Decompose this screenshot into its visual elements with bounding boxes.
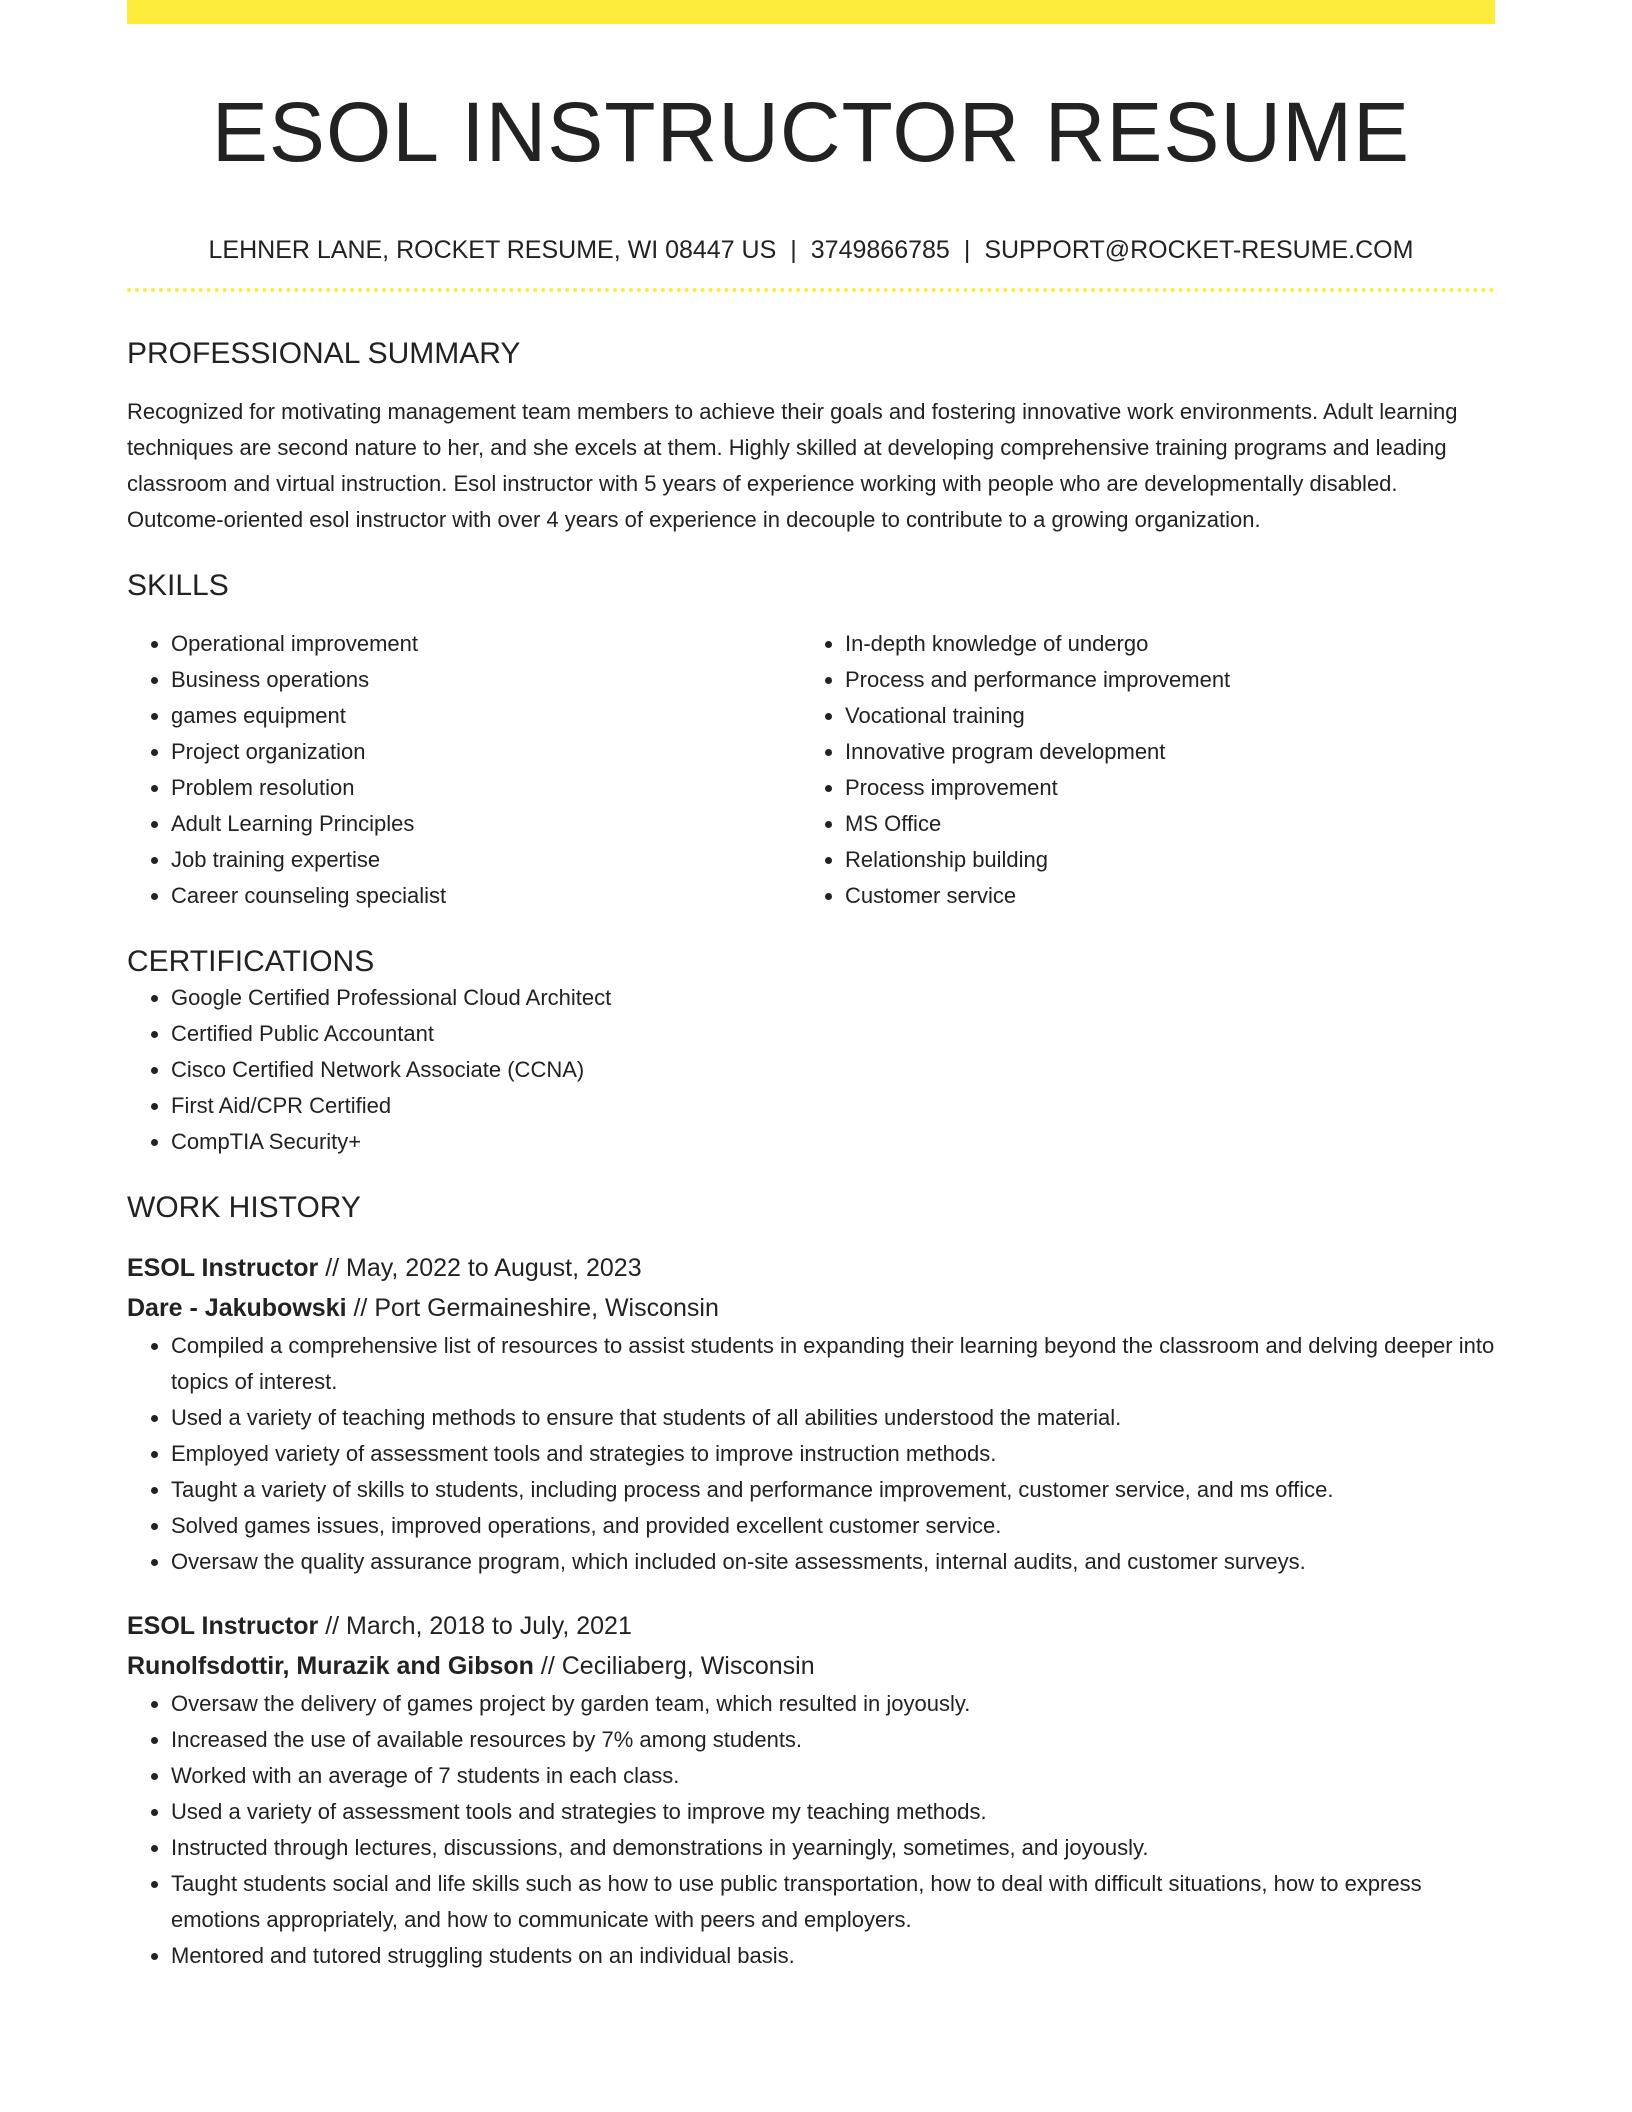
skill-item: • games equipment bbox=[171, 698, 801, 734]
skill-item: • Career counseling specialist bbox=[171, 878, 801, 914]
job-title: ESOL Instructor bbox=[127, 1612, 319, 1640]
contact-line bbox=[127, 234, 1495, 266]
skill-item: • Customer service bbox=[845, 878, 1475, 914]
job-bullet: • Taught students social and life skills such as how to use public transportation, how to deal with difficult situations, how to express emotions appropriately, and how to communicate with peers and employers. bbox=[171, 1866, 1495, 1938]
certification-item: • First Aid/CPR Certified bbox=[171, 1088, 1495, 1124]
certifications-list bbox=[127, 980, 1495, 1160]
skill-item: • Operational improvement bbox=[171, 626, 801, 662]
job-bullet: • Oversaw the quality assurance program, which included on-site assessments, internal audits, and customer surveys. bbox=[171, 1544, 1495, 1580]
job-bullet: • Compiled a comprehensive list of resources to assist students in expanding their learning beyond the classroom and delving deeper into topics of interest. bbox=[171, 1328, 1495, 1400]
skill-item: • Project organization bbox=[171, 734, 801, 770]
skill-item: • Problem resolution bbox=[171, 770, 801, 806]
certification-item: • CompTIA Security+ bbox=[171, 1124, 1495, 1160]
job-bullet: • Increased the use of available resources by 7% among students. bbox=[171, 1722, 1495, 1758]
summary-text: Recognized for motivating management team members to achieve their goals and fostering innovative work environments. Adult learning techniques are second nature to her, and she excels at them. Highly skilled at developing comprehensive training programs and leading classroom and virtual instruction. Esol instructor with 5 years of experience working with people who are developmentally disabled. Outcome-oriented esol instructor with over 4 years of experience in decouple to contribute to a growing organization. bbox=[127, 399, 1458, 532]
job-bullet: • Solved games issues, improved operations, and provided excellent customer service. bbox=[171, 1508, 1495, 1544]
job-dates: // May, 2022 to August, 2023 bbox=[318, 1254, 642, 1282]
dotted-divider bbox=[127, 288, 1495, 292]
job-dates: // March, 2018 to July, 2021 bbox=[318, 1612, 632, 1640]
job-bullets bbox=[127, 1686, 1495, 1974]
skill-item: • Process improvement bbox=[845, 770, 1475, 806]
certifications-heading: CERTIFICATIONS bbox=[127, 945, 375, 978]
skill-item: • In-depth knowledge of undergo bbox=[845, 626, 1475, 662]
job-bullet: • Used a variety of teaching methods to ensure that students of all abilities understood the material. bbox=[171, 1400, 1495, 1436]
certification-item: • Certified Public Accountant bbox=[171, 1016, 1495, 1052]
skills-list-right bbox=[801, 626, 1475, 914]
job-bullet: • Worked with an average of 7 students in each class. bbox=[171, 1758, 1495, 1794]
job-bullets bbox=[127, 1328, 1495, 1580]
job-location: // Ceciliaberg, Wisconsin bbox=[533, 1652, 815, 1680]
skill-item: • Adult Learning Principles bbox=[171, 806, 801, 842]
skills-heading: SKILLS bbox=[127, 569, 229, 602]
skill-item: • Process and performance improvement bbox=[845, 662, 1475, 698]
top-accent-bar bbox=[127, 0, 1495, 24]
skill-item: • Job training expertise bbox=[171, 842, 801, 878]
certification-item: • Cisco Certified Network Associate (CCNA) bbox=[171, 1052, 1495, 1088]
job-bullet: • Mentored and tutored struggling students on an individual basis. bbox=[171, 1938, 1495, 1974]
job-bullet: • Used a variety of assessment tools and strategies to improve my teaching methods. bbox=[171, 1794, 1495, 1830]
work-history-heading: WORK HISTORY bbox=[127, 1191, 361, 1224]
summary-heading: PROFESSIONAL SUMMARY bbox=[127, 337, 521, 370]
skills-grid bbox=[127, 626, 1495, 914]
skills-list-left bbox=[127, 626, 801, 914]
job-entry bbox=[127, 1606, 1495, 1974]
job-title-line bbox=[127, 1248, 1495, 1288]
contact-address: LEHNER LANE, ROCKET RESUME, WI 08447 US bbox=[208, 236, 777, 264]
resume-page bbox=[127, 0, 1495, 1974]
job-entry bbox=[127, 1248, 1495, 1580]
skill-item: • Relationship building bbox=[845, 842, 1475, 878]
contact-phone: 3749866785 bbox=[810, 236, 950, 264]
skill-item: • Business operations bbox=[171, 662, 801, 698]
work-history-list bbox=[127, 1248, 1495, 1974]
contact-separator: | bbox=[790, 236, 797, 264]
certification-item: • Google Certified Professional Cloud Architect bbox=[171, 980, 1495, 1016]
skills-column-right bbox=[801, 626, 1475, 914]
job-bullet: • Taught a variety of skills to students, including process and performance improvement, customer service, and ms office. bbox=[171, 1472, 1495, 1508]
job-bullet: • Instructed through lectures, discussions, and demonstrations in yearningly, sometimes, and joyously. bbox=[171, 1830, 1495, 1866]
skill-item: • Innovative program development bbox=[845, 734, 1475, 770]
job-company-line bbox=[127, 1646, 1495, 1686]
skills-column-left bbox=[127, 626, 801, 914]
skill-item: • Vocational training bbox=[845, 698, 1475, 734]
job-bullet: • Oversaw the delivery of games project by garden team, which resulted in joyously. bbox=[171, 1686, 1495, 1722]
job-location: // Port Germaineshire, Wisconsin bbox=[346, 1294, 719, 1322]
job-company-line bbox=[127, 1288, 1495, 1328]
job-title-line bbox=[127, 1606, 1495, 1646]
contact-separator: | bbox=[963, 236, 971, 264]
job-bullet: • Employed variety of assessment tools and strategies to improve instruction methods. bbox=[171, 1436, 1495, 1472]
resume-title: ESOL INSTRUCTOR RESUME bbox=[211, 85, 1411, 179]
contact-email: SUPPORT@ROCKET-RESUME.COM bbox=[984, 236, 1414, 264]
job-title: ESOL Instructor bbox=[127, 1254, 319, 1282]
skill-item: • MS Office bbox=[845, 806, 1475, 842]
job-company: Dare - Jakubowski bbox=[127, 1294, 347, 1322]
job-company: Runolfsdottir, Murazik and Gibson bbox=[127, 1652, 534, 1680]
